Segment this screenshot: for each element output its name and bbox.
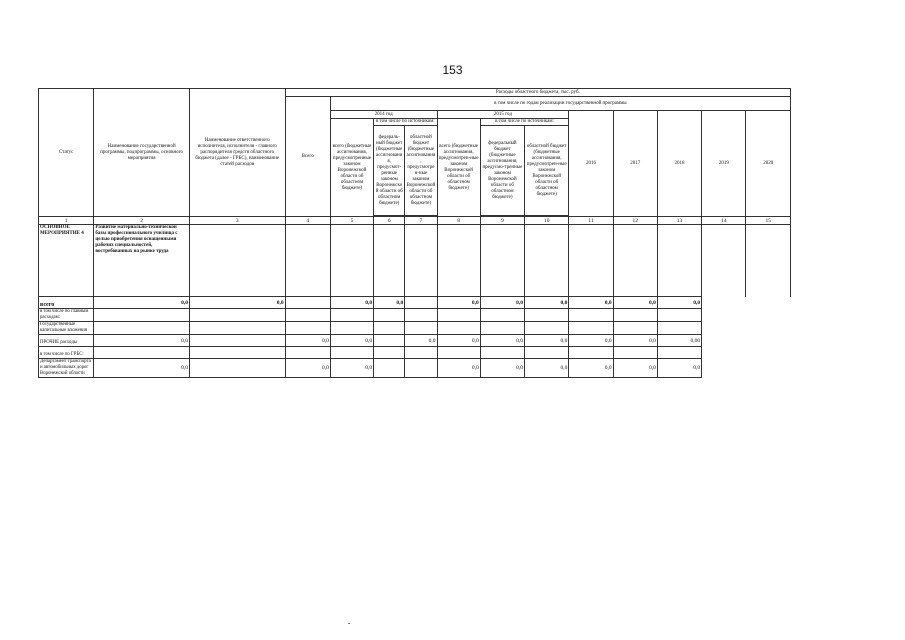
cell-value	[189, 335, 285, 347]
cell-value: 0,0	[437, 297, 480, 309]
regional-2015-header: областной бюджет (бюджетные ассигнования, предусмотрен-ные законом Воронежской области об областном бюджете)	[525, 126, 569, 216]
col-number: 14	[702, 217, 746, 225]
cell-value	[374, 335, 405, 347]
year-2014-header: 2014 год	[330, 111, 437, 119]
cell-value	[657, 347, 701, 359]
cell-value	[613, 347, 657, 359]
cell-value	[525, 347, 569, 359]
cell-value: 0,0	[525, 335, 569, 347]
cell-value: 0,0	[525, 359, 569, 378]
year-2020-header: 2020	[746, 111, 791, 217]
cell-value: 0,0	[437, 335, 480, 347]
row-label: в том числе по ГРБС:	[39, 347, 94, 359]
cell-value	[94, 347, 190, 359]
cell-value	[613, 322, 657, 335]
federal-2014-header: федераль-ный бюджет (бюджетные ассигнования, предусмот-ренные законом Воронежской области об областном бюджете)	[374, 126, 405, 216]
col-number: 5	[330, 217, 373, 225]
cell-value	[285, 347, 330, 359]
col-number: 6	[374, 217, 405, 225]
cell-value: 0,0	[569, 359, 613, 378]
cell-value: 0,0	[330, 335, 373, 347]
cell-value: 0,0	[94, 359, 190, 378]
cell-value	[330, 347, 373, 359]
col-number: 13	[657, 217, 701, 225]
cell-value: 0,0	[189, 297, 285, 309]
row-label: ПРОЧИЕ расходы	[39, 335, 94, 347]
cell-value: 0,0	[94, 297, 190, 309]
cell-value	[405, 309, 437, 322]
cell-value: 0,0	[480, 335, 524, 347]
col-number: 10	[525, 217, 569, 225]
executor-header: Наименование ответственного исполнителя, исполнителя - главного распорядителя средств областного бюджета (далее - ГРБС), наименование статей расходов	[189, 89, 285, 217]
col-number: 3	[189, 217, 285, 225]
cell-value	[94, 322, 190, 335]
cell-value	[374, 359, 405, 378]
cell-value: 0,0	[613, 335, 657, 347]
cell-value: 0,0	[480, 359, 524, 378]
cell-value	[480, 347, 524, 359]
col-number: 11	[569, 217, 613, 225]
year-2016-header: 2016	[569, 111, 613, 217]
total-2015-header: всего (бюджетные ассигнования, предусмотрен-ные законом Воронежской области об областном бюджете)	[437, 119, 480, 217]
cell-value	[374, 309, 405, 322]
activity-name: Развитие материально-технической базы профессионального училища с целью приобретения оснащенными рабочих специальностей, востребованных на рынке труда	[94, 225, 190, 297]
col-number: 7	[405, 217, 437, 225]
cell-value	[330, 322, 373, 335]
cell-value: 0,0	[405, 335, 437, 347]
sources-2015-header: в том числе по источникам:	[480, 119, 569, 126]
cell-value: 0,0	[94, 335, 190, 347]
col-number: 4	[285, 217, 330, 225]
year-2019-header: 2019	[702, 111, 746, 217]
cell-value	[330, 309, 373, 322]
total-header: Всего	[285, 97, 330, 217]
row-label: в том числе по главным расходам:	[39, 309, 94, 322]
cell-value	[525, 309, 569, 322]
row-label: всего	[39, 297, 94, 309]
cell-value	[94, 309, 190, 322]
cell-value: 0,0	[657, 359, 701, 378]
year-2015-header: 2015 год	[437, 111, 569, 119]
cell-value	[189, 347, 285, 359]
cell-value	[189, 359, 285, 378]
cell-value: 0,0	[569, 297, 613, 309]
activity-status: ОСНОВНОЕ МЕРОПРИЯТИЕ 4	[39, 225, 94, 297]
cell-value: 0,0	[330, 297, 373, 309]
scan-speck	[348, 623, 350, 624]
cell-value	[405, 359, 437, 378]
program-name-header: Наименование государственной программы, подпрограммы, основного мероприятия	[94, 89, 190, 217]
cell-value	[189, 309, 285, 322]
status-header: Статус	[39, 89, 94, 217]
expenses-title: Расходы областного бюджета, тыс. руб.	[285, 89, 790, 97]
regional-2014-header: областной бюджет (бюджетные ассигнования, предусмотрен-ные законом Воронежской области об областном бюджете)	[405, 126, 437, 216]
cell-value: 0,0	[437, 359, 480, 378]
sources-2014-header: в том числе по источникам:	[374, 119, 437, 126]
cell-value	[569, 309, 613, 322]
cell-value	[657, 309, 701, 322]
column-numbers-row	[39, 217, 791, 225]
federal-2015-header: федеральный бюджет (бюджетные ассигнования, предусмо-тренные законом Воронежской области об областном бюджете)	[480, 126, 524, 216]
cell-value	[437, 309, 480, 322]
cell-value	[525, 322, 569, 335]
cell-value: 0,00	[657, 335, 701, 347]
cell-value: 0,0	[285, 359, 330, 378]
table-row	[39, 335, 791, 347]
table-row	[39, 322, 791, 335]
table-row	[39, 359, 791, 378]
table-row	[39, 297, 791, 309]
total-2014-header: всего (бюджетные ассигнования, предусмотренные законом Воронежской области об областном бюджете)	[330, 119, 373, 217]
cell-value	[405, 297, 437, 309]
cell-value	[480, 322, 524, 335]
cell-value	[569, 322, 613, 335]
year-2018-header: 2018	[657, 111, 701, 217]
cell-value	[657, 322, 701, 335]
page-number: 153	[442, 63, 463, 77]
cell-value	[437, 347, 480, 359]
cell-value: 0,0	[613, 297, 657, 309]
col-number: 9	[480, 217, 524, 225]
cell-value	[285, 322, 330, 335]
cell-value: 0,0	[480, 297, 524, 309]
cell-value	[374, 347, 405, 359]
cell-value	[405, 322, 437, 335]
col-number: 1	[39, 217, 94, 225]
including-by-years: в том числе по годам реализации государственной программы	[330, 97, 790, 111]
cell-value: 0,0	[569, 335, 613, 347]
cell-value	[437, 322, 480, 335]
col-number: 8	[437, 217, 480, 225]
row-label: Департамент транспорта и автомобильных дорог Воронежской области	[39, 359, 94, 378]
row-label: Государственные капитальные вложения	[39, 322, 94, 335]
cell-value	[613, 309, 657, 322]
year-2017-header: 2017	[613, 111, 657, 217]
cell-value: 0,0	[285, 335, 330, 347]
budget-table	[38, 88, 791, 378]
cell-value	[374, 322, 405, 335]
cell-value	[285, 297, 330, 309]
table-row	[39, 309, 791, 322]
cell-value: 0,0	[525, 297, 569, 309]
cell-value: 0,0	[374, 297, 405, 309]
cell-value: 0,0	[613, 359, 657, 378]
col-number: 12	[613, 217, 657, 225]
cell-value: 0,0	[657, 297, 701, 309]
cell-value: 0,0	[330, 359, 373, 378]
cell-value	[480, 309, 524, 322]
table-row	[39, 347, 791, 359]
cell-value	[405, 347, 437, 359]
col-number: 2	[94, 217, 190, 225]
cell-value	[569, 347, 613, 359]
cell-value	[189, 322, 285, 335]
cell-value	[285, 309, 330, 322]
col-number: 15	[746, 217, 791, 225]
